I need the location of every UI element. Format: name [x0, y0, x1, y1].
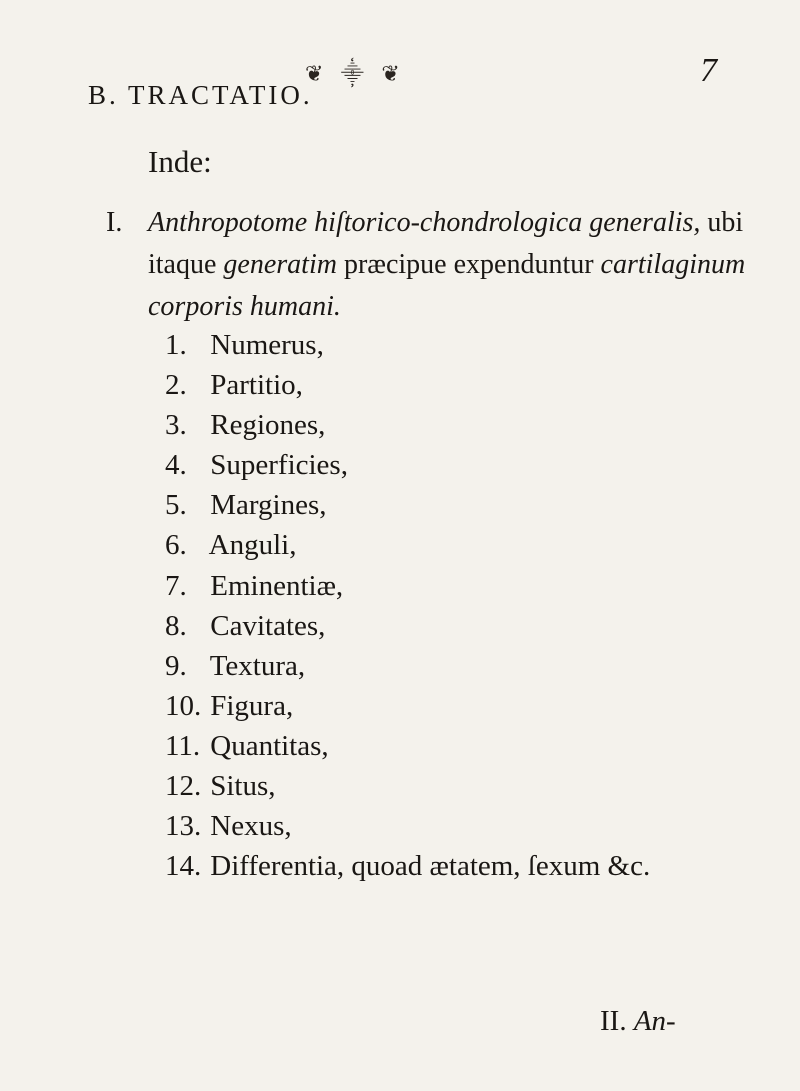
list-text: Partitio,	[210, 369, 303, 402]
list-text: Differentia, quoad ætatem, ſexum &c.	[210, 850, 651, 883]
page-number: 7	[700, 52, 717, 89]
section-number: I.	[106, 207, 123, 238]
list-number: 12.	[165, 770, 202, 803]
list-item	[165, 485, 650, 525]
list-number: 10.	[165, 689, 202, 722]
list-item	[165, 806, 650, 846]
list-text: Textura,	[209, 649, 306, 682]
list-item	[165, 525, 650, 565]
header-ornament: ❦ ⸎ ❦	[305, 61, 406, 86]
list-item	[165, 766, 650, 806]
catchword-prefix: II.	[600, 1005, 634, 1037]
section-text-b: præcipue expenduntur	[336, 249, 601, 280]
list-number: 5.	[165, 489, 187, 522]
running-head: B. TRACTATIO.	[88, 80, 313, 110]
list-item	[165, 325, 650, 365]
list-item	[165, 566, 650, 606]
list-text: Quantitas,	[210, 729, 329, 762]
list-number: 8.	[165, 609, 187, 642]
catchword-italic: An-	[633, 1005, 676, 1037]
list-number: 7.	[165, 569, 187, 602]
section-paragraph	[106, 202, 746, 328]
list-item	[165, 606, 650, 646]
list-number: 14.	[165, 850, 202, 883]
section-text	[148, 202, 746, 328]
enumerated-list	[165, 325, 650, 886]
list-number: 6.	[165, 529, 187, 562]
intro-heading: Inde:	[148, 144, 212, 179]
list-item	[165, 686, 650, 726]
section-subject: cartilaginum corporis humani.	[148, 249, 746, 322]
list-item	[165, 646, 650, 686]
list-text: Margines,	[210, 489, 327, 522]
list-text: Eminentiæ,	[210, 569, 344, 602]
section-generatim: generatim	[223, 249, 337, 280]
list-item	[165, 726, 650, 766]
list-text: Regiones,	[210, 409, 326, 442]
list-number: 11.	[165, 729, 201, 762]
list-text: Situs,	[210, 770, 276, 803]
list-text: Numerus,	[210, 329, 324, 361]
list-text: Figura,	[210, 689, 294, 722]
list-number: 3.	[165, 409, 187, 442]
list-number: 2.	[165, 369, 187, 402]
list-item	[165, 445, 650, 485]
list-number: 4.	[165, 449, 187, 482]
list-text: Anguli,	[208, 529, 297, 562]
section-title: Anthropotome hiſtorico-chondrologica generalis,	[148, 207, 701, 238]
list-text: Nexus,	[210, 810, 292, 843]
catchword	[600, 1005, 676, 1038]
list-text: Superficies,	[210, 449, 348, 482]
list-item	[165, 846, 650, 886]
list-number: 13.	[165, 810, 202, 843]
list-number: 9.	[165, 649, 187, 682]
list-item	[165, 405, 650, 445]
list-item	[165, 365, 650, 405]
section-text-a: ubi itaque	[148, 207, 744, 280]
list-number: 1.	[165, 329, 187, 361]
list-text: Cavitates,	[210, 609, 326, 642]
